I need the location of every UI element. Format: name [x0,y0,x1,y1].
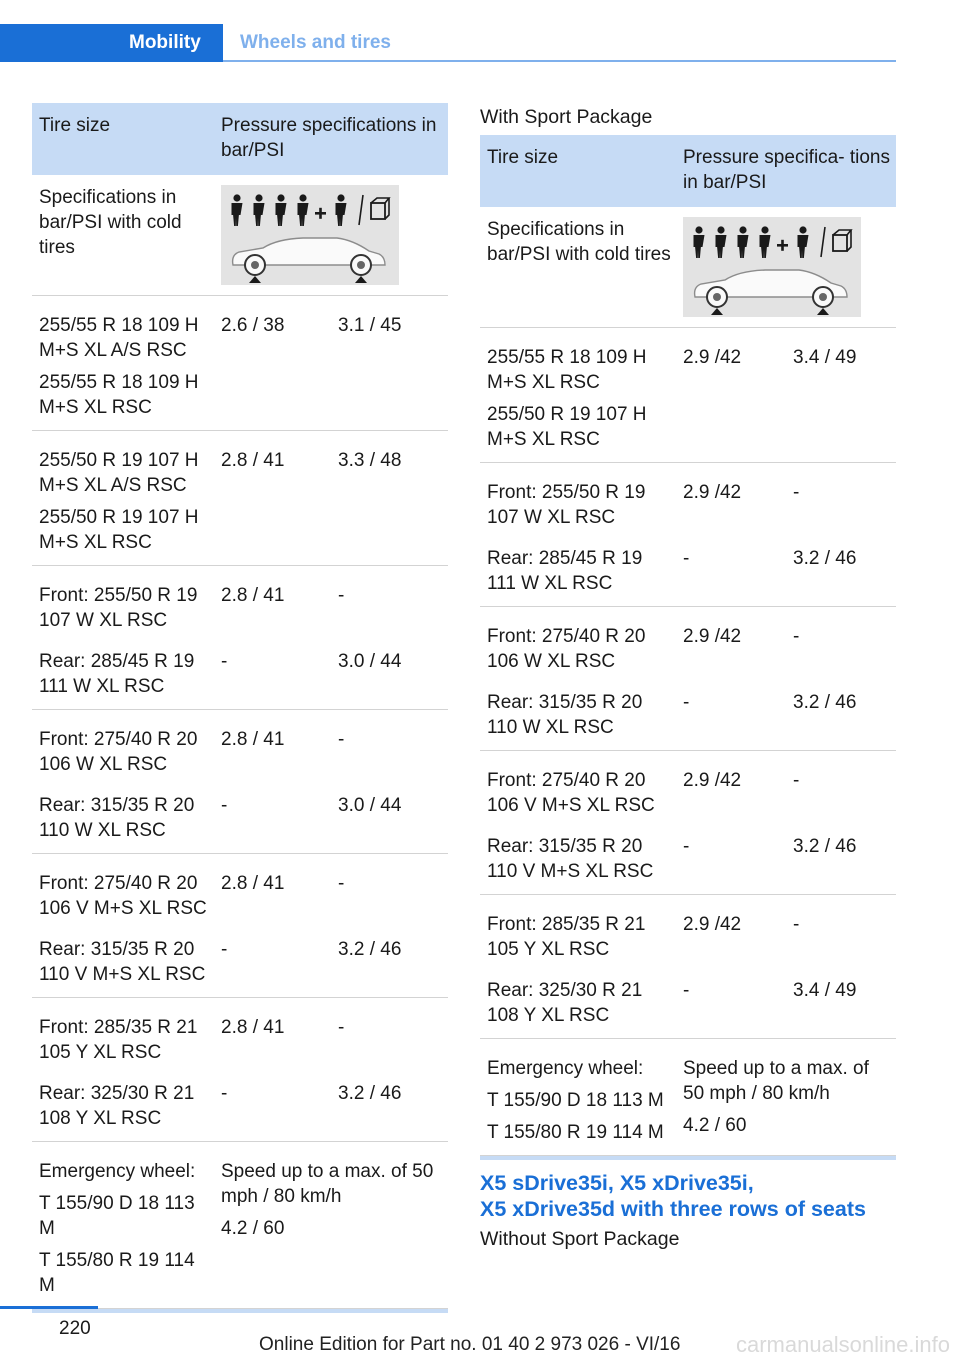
pressure-normal-cell: - [683,836,690,857]
pressure-normal-cell: 2.9 /42 [676,607,786,685]
pressure-normal-cell: - [683,980,690,1001]
pressure-normal-cell: - [221,1083,228,1104]
pressure-normal-cell: - [683,692,690,713]
pressure-normal-cell: 2.9 /42 [676,895,786,973]
table-end-bar [32,1309,448,1314]
spec-label: Specifications in bar/PSI with cold tires [39,187,182,258]
tire-size-text: Rear: 315/35 R 20 110 W XL RSC [39,795,195,841]
table-row [32,854,448,932]
pressure-text: 4.2 / 60 [683,1115,747,1136]
tire-pressure-table-right [480,135,896,1160]
tire-size-text: Emergency wheel: [39,1161,196,1182]
pressure-loaded-cell: 3.4 / 49 [786,328,896,463]
tire-size-text: Rear: 325/30 R 21 108 Y XL RSC [39,1083,195,1129]
section-caption: Without Sport Package [480,1228,680,1250]
tire-size-text: 255/55 R 18 109 H M+S XL RSC [39,372,199,418]
tire-size-cell [32,431,214,566]
tire-size-cell [32,643,214,710]
pressure-loaded-cell: 3.1 / 45 [331,296,448,431]
pressure-text: Speed up to a max. of 50 mph / 80 km/h [221,1161,434,1207]
tire-size-text: 255/55 R 18 109 H M+S XL RSC [487,347,647,393]
section-tab: Mobility [0,24,223,62]
page-number: 220 [59,1318,91,1339]
table-row [480,463,896,541]
column-header-pressure: Pressure specifica- tions in bar/PSI [676,135,896,207]
table-row [480,895,896,973]
table-row [32,931,448,998]
pressure-loaded-cell: 3.4 / 49 [793,980,857,1001]
tire-size-cell [480,895,676,973]
tire-pressure-table-left [32,103,448,1313]
tire-size-cell [480,684,676,751]
pressure-loaded-cell: - [331,566,448,644]
tire-size-text: T 155/80 R 19 114 M [39,1250,195,1296]
tire-size-cell [32,998,214,1076]
pressure-loaded-cell: - [786,751,896,829]
column-header-tire-size: Tire size [480,135,676,207]
table-row [32,710,448,788]
pressure-normal-cell: 2.8 / 41 [214,710,331,788]
column-header-pressure: Pressure specifications in bar/PSI [214,103,448,175]
pressure-normal-cell: 2.9 /42 [676,751,786,829]
pressure-loaded-cell: - [786,607,896,685]
pressure-loaded-cell: - [331,998,448,1076]
tire-size-text: Rear: 285/45 R 19 111 W XL RSC [39,651,195,697]
car-side-icon [695,270,847,315]
tire-size-cell [480,972,676,1039]
tire-size-text: Front: 275/40 R 20 106 V M+S XL RSC [39,873,207,919]
pressure-loaded-cell: 3.2 / 46 [793,836,857,857]
pressure-loaded-cell: - [331,854,448,932]
tire-size-text: Front: 285/35 R 21 105 Y XL RSC [487,914,646,960]
tire-size-cell [32,787,214,854]
tire-size-text: Front: 275/40 R 20 106 W XL RSC [487,626,646,672]
pressure-loaded-cell: 3.2 / 46 [338,1083,402,1104]
pressure-normal-cell: 2.8 / 41 [214,431,331,566]
table-caption-sport: With Sport Package [480,106,653,128]
tire-size-text: Front: 255/50 R 19 107 W XL RSC [39,585,198,631]
page-header [0,24,896,62]
tire-size-text: Front: 275/40 R 20 106 W XL RSC [39,729,198,775]
section-heading-line: X5 xDrive35d with three rows of seats [480,1197,866,1221]
edition-footer: Online Edition for Part no. 01 40 2 973 026 - VI/16 [259,1334,681,1355]
pressure-normal-cell: - [221,651,228,672]
table-row [480,972,896,1039]
pressure-loaded-cell: 3.0 / 44 [338,795,402,816]
pressure-loaded-cell: - [786,895,896,973]
table-row-emergency [480,1039,896,1156]
pressure-text: Speed up to a max. of 50 mph / 80 km/h [683,1058,869,1104]
tire-size-cell [32,854,214,932]
tire-size-cell [32,1075,214,1142]
pressure-cell [214,1142,448,1309]
tire-size-text: T 155/80 R 19 114 M [487,1122,664,1143]
header-rule [223,60,896,62]
tire-size-cell [480,828,676,895]
pressure-loaded-cell: 3.0 / 44 [338,651,402,672]
table-row [480,751,896,829]
tire-size-cell [32,296,214,431]
table-row [32,998,448,1076]
pressure-loaded-cell: 3.2 / 46 [793,692,857,713]
pressure-cell [676,1039,896,1156]
pressure-normal-cell: 2.8 / 41 [214,854,331,932]
tire-size-text: 255/55 R 18 109 H M+S XL A/S RSC [39,315,199,361]
tire-size-text: Rear: 285/45 R 19 111 W XL RSC [487,548,643,594]
page-number-rule [0,1306,98,1309]
tire-size-cell [480,540,676,607]
tire-size-text: Front: 255/50 R 19 107 W XL RSC [487,482,646,528]
load-diagram [214,175,448,296]
table-row [32,296,448,431]
pressure-loaded-cell: - [331,710,448,788]
table-row [480,540,896,607]
pressure-normal-cell: - [683,548,690,569]
tire-size-text: 255/50 R 19 107 H M+S XL RSC [39,507,199,553]
tire-size-cell [32,931,214,998]
tire-size-text: Rear: 315/35 R 20 110 V M+S XL RSC [487,836,654,882]
section-heading-line: X5 sDrive35i, X5 xDrive35i, [480,1171,754,1195]
table-row [32,431,448,566]
tire-size-cell [480,328,676,463]
pressure-normal-cell: - [221,939,228,960]
tire-size-text: Front: 285/35 R 21 105 Y XL RSC [39,1017,198,1063]
pressure-loaded-cell: 3.2 / 46 [793,548,857,569]
tire-size-cell [480,751,676,829]
car-side-icon [233,238,385,283]
table-row [480,607,896,685]
tire-size-text: Emergency wheel: [487,1058,644,1079]
column-header-tire-size: Tire size [32,103,214,175]
tire-size-cell [32,710,214,788]
pressure-normal-cell: 2.9 /42 [676,328,786,463]
tire-size-cell [32,566,214,644]
pressure-loaded-cell: 3.2 / 46 [338,939,402,960]
tire-size-text: T 155/90 D 18 113 M [39,1193,195,1239]
subsection-title: Wheels and tires [240,32,391,53]
pressure-normal-cell: 2.9 /42 [676,463,786,541]
tire-size-cell [480,463,676,541]
tire-size-cell [480,1039,676,1156]
tire-size-text: T 155/90 D 18 113 M [487,1090,664,1111]
table-row [480,828,896,895]
tire-size-text: Rear: 315/35 R 20 110 W XL RSC [487,692,643,738]
table-row [480,684,896,751]
occupants-luggage-icon [232,194,390,226]
section-heading [480,1170,866,1222]
table-row [480,328,896,463]
tire-size-text: 255/50 R 19 107 H M+S XL RSC [487,404,647,450]
tire-size-cell [480,607,676,685]
pressure-normal-cell: 2.8 / 41 [214,566,331,644]
table-row [32,643,448,710]
tire-size-text: Rear: 315/35 R 20 110 V M+S XL RSC [39,939,206,985]
watermark: carmanualsonline.info [735,1332,950,1357]
load-diagram [676,207,896,328]
pressure-normal-cell: 2.8 / 41 [214,998,331,1076]
tire-size-text: Rear: 325/30 R 21 108 Y XL RSC [487,980,643,1026]
table-row [32,566,448,644]
tire-size-text: Front: 275/40 R 20 106 V M+S XL RSC [487,770,655,816]
pressure-text: 4.2 / 60 [221,1218,285,1239]
table-end-bar [480,1156,896,1161]
tire-size-cell [32,1142,214,1309]
table-row [32,1075,448,1142]
pressure-normal-cell: - [221,795,228,816]
table-row [32,787,448,854]
table-row-emergency [32,1142,448,1309]
pressure-normal-cell: 2.6 / 38 [214,296,331,431]
occupants-luggage-icon [694,226,852,258]
pressure-loaded-cell: - [786,463,896,541]
pressure-loaded-cell: 3.3 / 48 [331,431,448,566]
spec-label: Specifications in bar/PSI with cold tires [487,219,671,265]
tire-size-text: 255/50 R 19 107 H M+S XL A/S RSC [39,450,199,496]
